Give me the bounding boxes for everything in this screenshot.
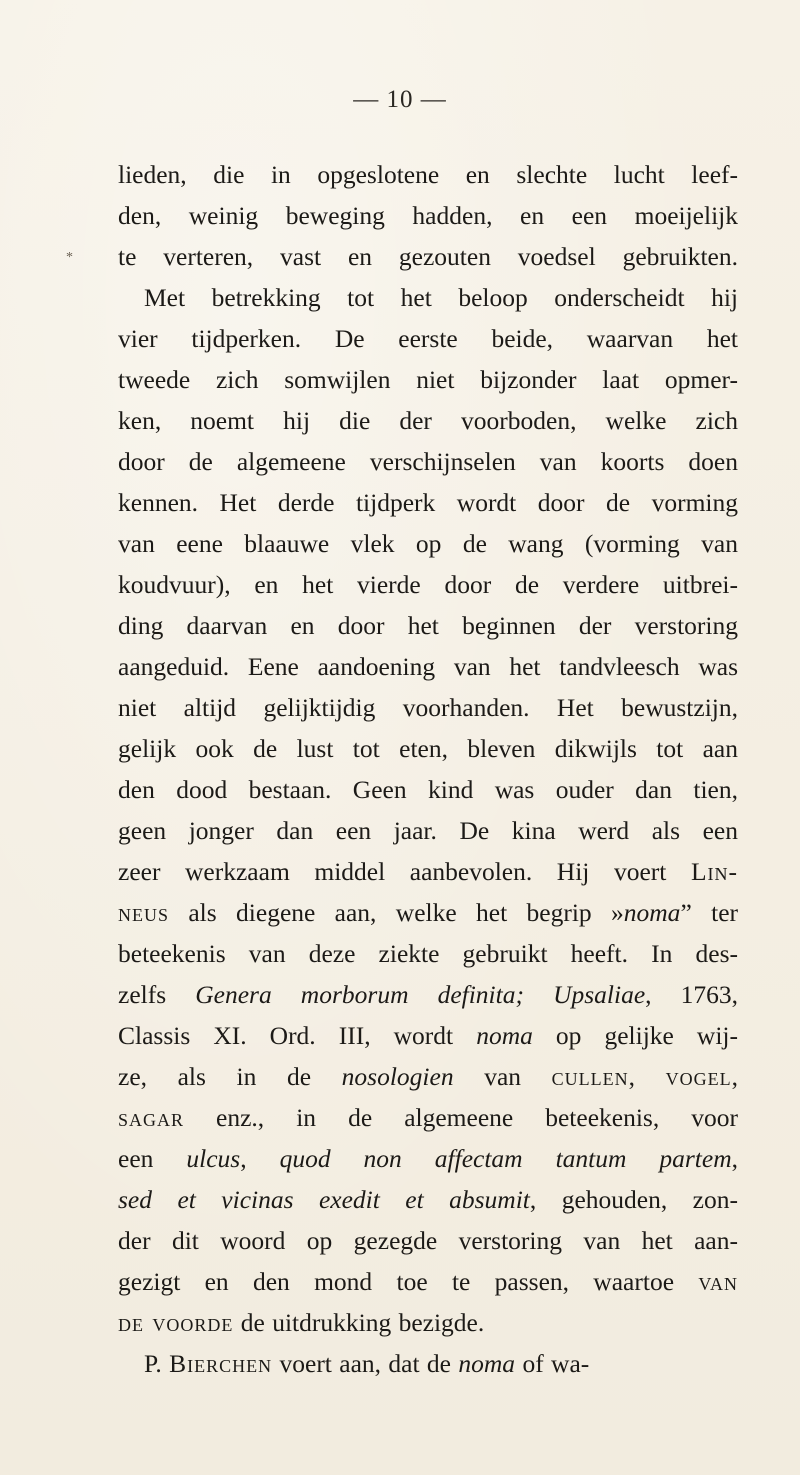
text-line [118, 154, 738, 195]
text-line [118, 482, 738, 523]
text-line [118, 564, 738, 605]
text-segment: ze, als in de [118, 1062, 342, 1091]
text-segment: , gehouden, zon- [529, 1185, 738, 1214]
small-caps-text: neus [118, 898, 170, 927]
text-line [118, 728, 738, 769]
text-segment: of wa- [515, 1349, 590, 1378]
italic-text: Genera morborum definita; Upsaliae [195, 980, 646, 1009]
text-line [118, 400, 738, 441]
text-segment: een [118, 1144, 187, 1173]
text-segment: , [240, 1144, 280, 1173]
text-line [118, 605, 738, 646]
italic-text: ulcus [186, 1144, 241, 1173]
text-line [118, 1015, 738, 1056]
small-caps-text: van [698, 1267, 738, 1296]
text-line [118, 318, 738, 359]
text-segment: kennen. Het derde tijdperk wordt door de vorming [118, 488, 738, 517]
text-segment: , [731, 1062, 738, 1091]
small-caps-text: vogel [665, 1062, 732, 1091]
text-line [118, 974, 738, 1015]
margin-speck: * [66, 250, 73, 265]
text-segment: door de algemeene verschijnselen van koorts doen [118, 447, 738, 476]
italic-text: sed et vicinas exedit et absumit [118, 1185, 530, 1214]
text-segment: voert aan, dat de [272, 1349, 459, 1378]
text-line [118, 523, 738, 564]
small-caps-text: Lin- [690, 857, 738, 886]
text-segment: Classis XI. Ord. III, wordt [118, 1021, 477, 1050]
text-line [118, 1056, 738, 1097]
text-segment: , [731, 1144, 738, 1173]
text-segment: den dood bestaan. Geen kind was ouder dan tien, [118, 775, 738, 804]
page-number: — 10 — [353, 86, 447, 113]
small-caps-text: sagar [118, 1103, 185, 1132]
text-segment: op gelijke wij- [532, 1021, 738, 1050]
italic-text: quod non affectam tantum partem [279, 1144, 732, 1173]
text-segment: ding daarvan en door het beginnen der verstoring [118, 611, 738, 640]
text-segment: ” ter [680, 898, 738, 927]
text-line [118, 851, 738, 892]
text-line [118, 646, 738, 687]
text-line [118, 1302, 738, 1343]
text-line [118, 933, 738, 974]
text-segment: van [453, 1062, 552, 1091]
text-segment: der dit woord op gezegde verstoring van het aan- [118, 1226, 738, 1255]
text-segment: geen jonger dan een jaar. De kina werd als een [118, 816, 738, 845]
text-segment: aangeduid. Eene aandoening van het tandvleesch was [118, 652, 738, 681]
text-segment: beteekenis van deze ziekte gebruikt heeft. In des- [118, 939, 738, 968]
text-line [118, 1179, 738, 1220]
italic-text: noma [458, 1349, 516, 1378]
text-segment: , 1763, [645, 980, 738, 1009]
text-line [118, 1220, 738, 1261]
italic-text: noma [623, 898, 681, 927]
text-segment: gelijk ook de lust tot eten, bleven dikwijls tot aan [118, 734, 738, 763]
text-line [118, 236, 738, 277]
text-line [118, 810, 738, 851]
text-segment: , [628, 1062, 666, 1091]
text-segment: niet altijd gelijktijdig voorhanden. Het bewustzijn, [118, 693, 738, 722]
text-line [118, 892, 738, 933]
text-segment: zeer werkzaam middel aanbevolen. Hij voert [118, 857, 691, 886]
text-segment: tweede zich somwijlen niet bijzonder laat opmer- [118, 365, 738, 394]
italic-text: noma [476, 1021, 533, 1050]
text-line [118, 1343, 738, 1384]
text-segment: vier tijdperken. De eerste beide, waarvan het [118, 324, 738, 353]
text-segment: P. [144, 1349, 170, 1378]
text-segment: van eene blaauwe vlek op de wang (vorming van [118, 529, 738, 558]
body-text [118, 154, 738, 1384]
small-caps-text: cullen [551, 1062, 629, 1091]
text-line [118, 687, 738, 728]
text-segment: zelfs [118, 980, 196, 1009]
text-segment: gezigt en den mond toe te passen, waartoe [118, 1267, 699, 1296]
text-line [118, 441, 738, 482]
italic-text: nosologien [341, 1062, 454, 1091]
text-line [118, 359, 738, 400]
text-segment: Met betrekking tot het beloop onderscheidt hij [144, 283, 738, 312]
text-segment: lieden, die in opgeslotene en slechte lucht leef- [118, 160, 738, 189]
text-segment: ken, noemt hij die der voorboden, welke zich [118, 406, 738, 435]
text-segment: te verteren, vast en gezouten voedsel gebruikten. [118, 242, 738, 271]
text-line [118, 1138, 738, 1179]
text-segment: enz., in de algemeene beteekenis, voor [184, 1103, 738, 1132]
small-caps-text: Bierchen [169, 1349, 273, 1378]
text-line [118, 195, 738, 236]
text-line [118, 1097, 738, 1138]
text-segment: koudvuur), en het vierde door de verdere uitbrei- [118, 570, 738, 599]
text-line [118, 1261, 738, 1302]
text-line [118, 277, 738, 318]
text-line [118, 769, 738, 810]
text-segment: de uitdrukking bezigde. [233, 1308, 485, 1337]
small-caps-text: de voorde [118, 1308, 234, 1337]
text-segment: den, weinig beweging hadden, en een moeijelijk [118, 201, 738, 230]
text-segment: als diegene aan, welke het begrip » [169, 898, 624, 927]
